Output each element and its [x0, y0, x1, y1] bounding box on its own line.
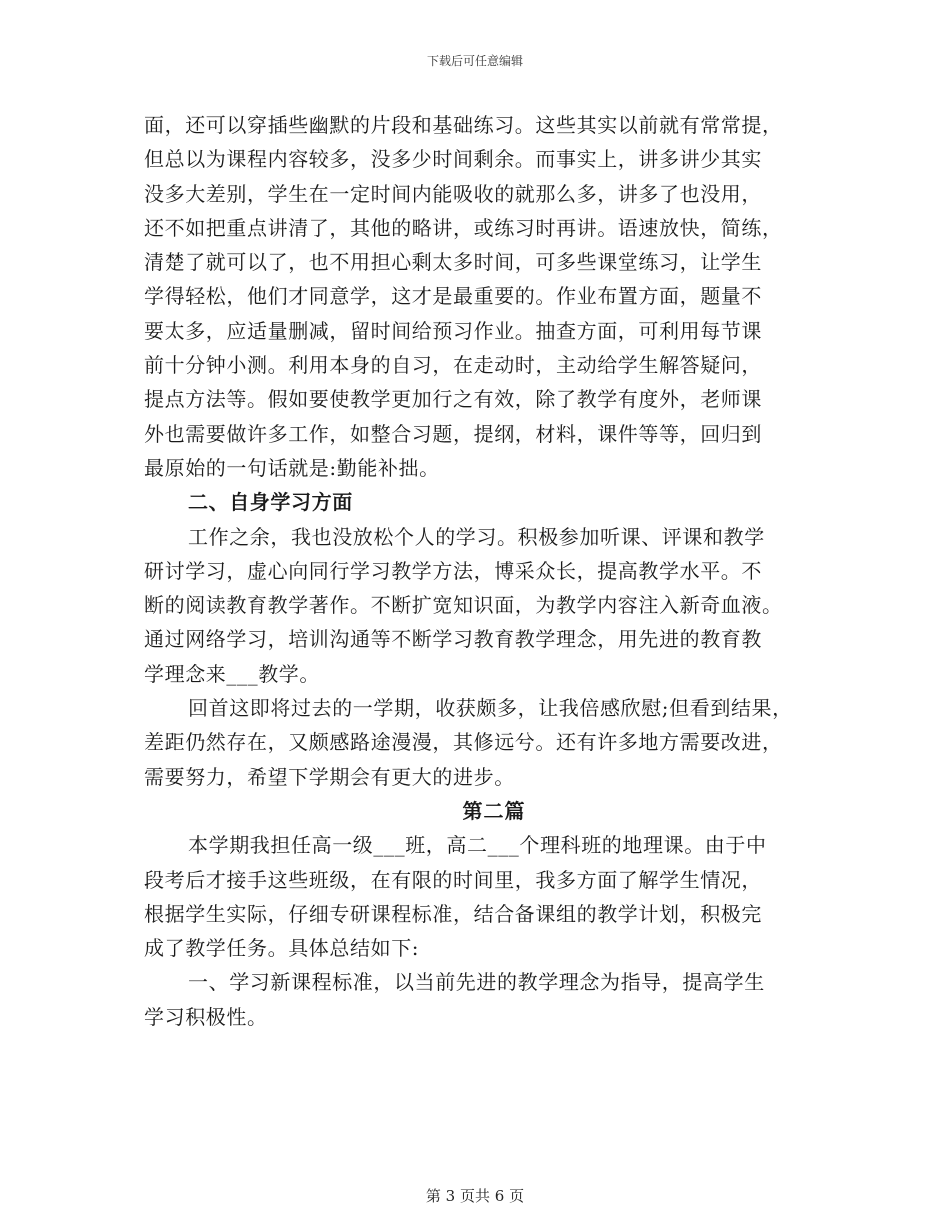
body-line: 提点方法等。假如要使教学更加行之有效，除了教学有度外，老师课 — [144, 387, 762, 412]
body-line: 断的阅读教育教学著作。不断扩宽知识面，为教学内容注入新奇血液。 — [144, 593, 783, 618]
body-line: 最原始的一句话就是:勤能补拙。 — [144, 455, 440, 480]
body-line: 面，还可以穿插些幽默的片段和基础练习。这些其实以前就有常常提， — [144, 113, 783, 137]
body-line: 通过网络学习，培训沟通等不断学习教育教学理念，用先进的教育教 — [144, 627, 762, 652]
body-line: 但总以为课程内容较多，没多少时间剩余。而事实上，讲多讲少其实 — [144, 147, 762, 172]
body-line: 学习积极性。 — [144, 1004, 268, 1029]
page-header-note: 下载后可任意编辑 — [426, 54, 523, 68]
section-heading: 二、自身学习方面 — [188, 490, 353, 515]
body-line: 没多大差别，学生在一定时间内能吸收的就那么多，讲多了也没用， — [144, 181, 762, 206]
body-line: 成了教学任务。具体总结如下: — [144, 936, 420, 961]
body-line: 清楚了就可以了，也不用担心剩太多时间，可多些课堂练习，让学生 — [144, 250, 762, 275]
body-line: 段考后才接手这些班级，在有限的时间里，我多方面了解学生情况， — [144, 867, 762, 892]
body-line: 差距仍然存在，又颇感路途漫漫，其修远兮。还有许多地方需要改进， — [144, 730, 783, 755]
body-line: 工作之余，我也没放松个人的学习。积极参加听课、评课和教学 — [188, 524, 765, 549]
body-line: 研讨学习，虚心向同行学习教学方法，博采众长，提高教学水平。不 — [144, 558, 762, 583]
body-line: 学得轻松，他们才同意学，这才是最重要的。作业布置方面，题量不 — [144, 284, 762, 309]
chapter-heading: 第二篇 — [462, 798, 526, 823]
body-line: 回首这即将过去的一学期，收获颇多，让我倍感欣慰;但看到结果， — [188, 696, 793, 721]
body-line: 要太多，应适量删减，留时间给预习作业。抽查方面，可利用每节课 — [144, 318, 762, 343]
body-line: 根据学生实际，仔细专研课程标准，结合备课组的教学计划，积极完 — [144, 901, 762, 926]
body-line: 前十分钟小测。利用本身的自习，在走动时，主动给学生解答疑问， — [144, 353, 762, 378]
page-footer-number: 第 3 页共 6 页 — [425, 1187, 525, 1205]
body-line: 外也需要做许多工作，如整合习题，提纲，材料，课件等等，回归到 — [144, 421, 762, 446]
body-line: 一、学习新课程标准，以当前先进的教学理念为指导，提高学生 — [188, 970, 765, 995]
body-line: 还不如把重点讲清了，其他的略讲，或练习时再讲。语速放快，简练， — [144, 215, 783, 240]
document-body — [144, 108, 844, 1034]
body-line: 学理念来___教学。 — [144, 661, 320, 686]
body-line: 本学期我担任高一级___班，高二___个理科班的地理课。由于中 — [188, 833, 767, 858]
body-line: 需要努力，希望下学期会有更大的进步。 — [144, 764, 515, 789]
